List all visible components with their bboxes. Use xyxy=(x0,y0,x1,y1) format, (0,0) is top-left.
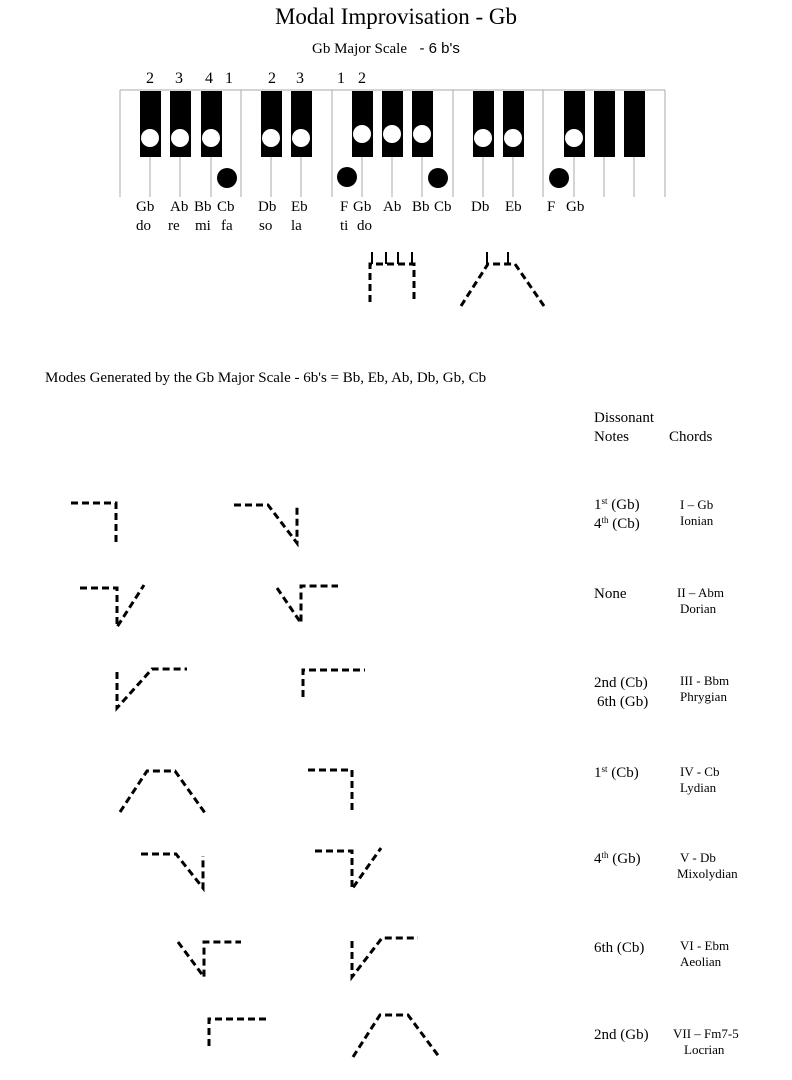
dissonant-note: 4th (Cb) xyxy=(594,515,640,532)
solfege-label: ti xyxy=(340,218,349,234)
scale-name: Gb Major Scale xyxy=(312,41,407,57)
modes-heading: Modes Generated by the Gb Major Scale - 6b's = Bb, Eb, Ab, Db, Gb, Cb xyxy=(45,370,487,386)
mode-name: Phrygian xyxy=(680,689,727,704)
phrygian-right-contour xyxy=(303,670,365,697)
dissonant-note: None xyxy=(594,586,627,602)
mountain-pattern-diagram xyxy=(461,264,544,306)
dissonant-note: 1st (Cb) xyxy=(594,764,639,781)
chord-label: VI - Ebm xyxy=(680,938,730,953)
page-title: Modal Improvisation - Gb xyxy=(274,4,518,29)
mountain-pattern-ticks xyxy=(487,252,508,264)
note-label: Db xyxy=(258,199,277,215)
mode-name: Aeolian xyxy=(680,954,722,969)
ionian-right-contour xyxy=(234,505,297,543)
note-label: Ab xyxy=(170,199,189,215)
aeolian-right-contour xyxy=(352,938,418,977)
chord-label: II – Abm xyxy=(677,585,724,600)
chord-label: VII – Fm7-5 xyxy=(673,1026,739,1041)
dissonant-note: 1st (Gb) xyxy=(594,496,640,513)
phrygian-left-contour xyxy=(117,669,187,708)
note-label: Bb xyxy=(194,199,212,215)
note-label: F xyxy=(547,199,556,215)
chord-label: IV - Cb xyxy=(680,764,720,779)
dissonant-note: 4th (Gb) xyxy=(594,850,641,867)
locrian-right-contour xyxy=(353,1015,440,1058)
note-label: Eb xyxy=(505,199,522,215)
finger-number: 4 xyxy=(205,70,213,87)
notes-header: Notes xyxy=(594,429,629,445)
finger-number: 2 xyxy=(268,70,276,87)
mixolydian-right-contour xyxy=(315,848,381,889)
dorian-right-contour xyxy=(277,586,338,623)
dissonant-note: 6th (Gb) xyxy=(597,694,649,710)
finger-number: 1 xyxy=(337,70,345,87)
finger-number: 2 xyxy=(146,70,154,87)
dissonant-note: 2nd (Gb) xyxy=(594,1027,649,1043)
mode-name: Ionian xyxy=(680,513,714,528)
finger-number: 3 xyxy=(296,70,304,87)
black-keys xyxy=(140,91,645,157)
mode-name: Lydian xyxy=(680,780,717,795)
note-label: Gb xyxy=(353,199,372,215)
note-label: Eb xyxy=(291,199,308,215)
dissonant-note: 2nd (Cb) xyxy=(594,675,648,691)
note-label: Db xyxy=(471,199,490,215)
bracket-pattern-ticks xyxy=(372,252,412,264)
dissonant-note: 6th (Cb) xyxy=(594,940,645,956)
chords-header: Chords xyxy=(669,429,713,445)
note-label: Bb xyxy=(412,199,430,215)
chord-label: I – Gb xyxy=(680,497,714,512)
locrian-left-contour xyxy=(209,1019,270,1046)
dorian-left-contour xyxy=(80,585,144,627)
bracket-pattern-diagram xyxy=(370,264,414,302)
note-label: Gb xyxy=(136,199,155,215)
solfege-label: mi xyxy=(195,218,211,234)
note-label: Cb xyxy=(434,199,452,215)
solfege-label: la xyxy=(291,218,302,234)
solfege-label: fa xyxy=(221,218,233,234)
dissonant-header: Dissonant xyxy=(594,410,654,426)
lydian-left-contour xyxy=(120,771,205,813)
solfege-label: do xyxy=(136,218,151,234)
flats-count: - 6 b's xyxy=(419,40,460,57)
solfege-label: re xyxy=(168,218,180,234)
mode-name: Dorian xyxy=(680,601,717,616)
mixolydian-left-contour xyxy=(141,854,203,888)
finger-number: 1 xyxy=(225,70,233,87)
solfege-label: do xyxy=(357,218,372,234)
lydian-right-contour xyxy=(308,770,352,810)
finger-number: 3 xyxy=(175,70,183,87)
finger-number: 2 xyxy=(358,70,366,87)
note-label: Ab xyxy=(383,199,402,215)
mode-name: Locrian xyxy=(684,1042,725,1057)
chord-label: III - Bbm xyxy=(680,673,730,688)
chord-label: V - Db xyxy=(680,850,716,865)
note-label: Cb xyxy=(217,199,235,215)
note-label: Gb xyxy=(566,199,585,215)
note-label: F xyxy=(340,199,349,215)
ionian-left-contour xyxy=(71,503,116,544)
solfege-label: so xyxy=(259,218,273,234)
aeolian-left-contour xyxy=(178,942,241,977)
mode-name: Mixolydian xyxy=(677,866,738,881)
